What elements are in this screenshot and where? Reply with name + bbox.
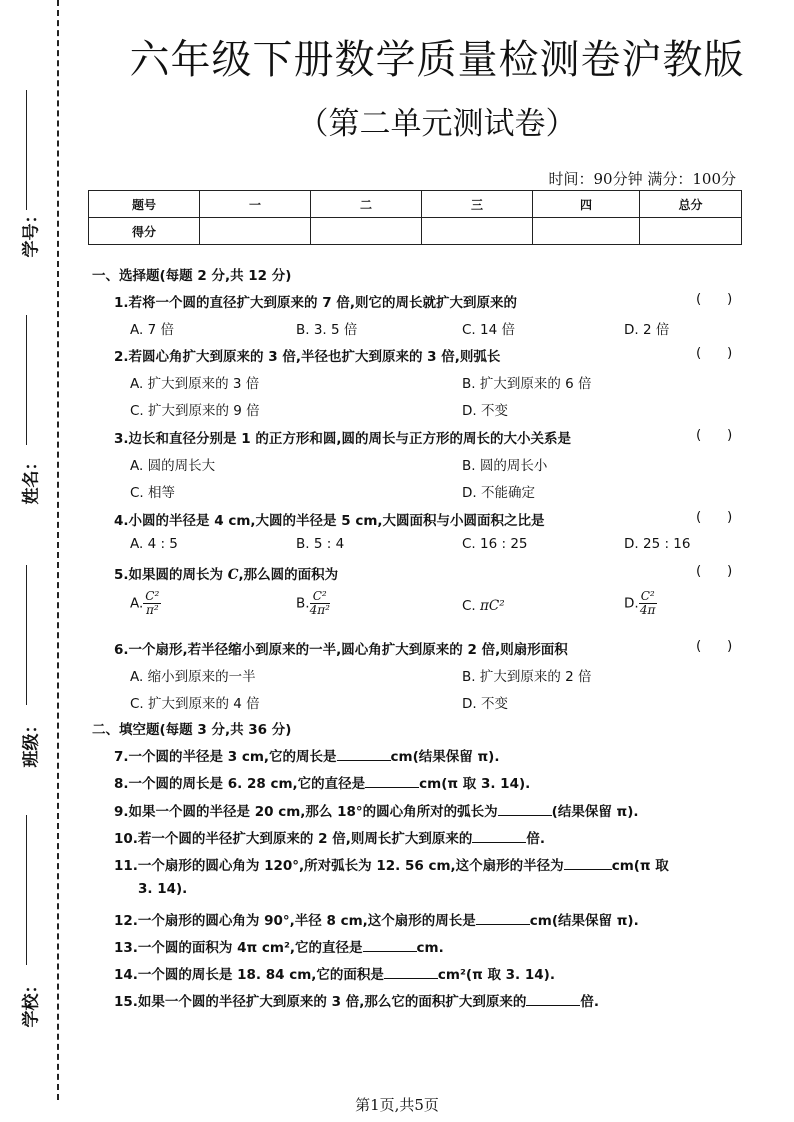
option-c[interactable]: C. 16 : 25	[462, 536, 528, 552]
score-cell[interactable]	[200, 218, 311, 245]
page-title: 六年级下册数学质量检测卷沪教版	[129, 37, 745, 83]
option-d[interactable]: D. 2 倍	[624, 322, 670, 338]
option-d[interactable]	[624, 590, 657, 617]
answer-blank[interactable]	[526, 993, 580, 1006]
fraction	[310, 590, 330, 617]
option-b[interactable]: B. 扩大到原来的 2 倍	[462, 669, 592, 685]
question-text: ,那么圆的面积为	[238, 567, 339, 583]
answer-paren[interactable]: ( )	[696, 291, 733, 307]
question-number: 4.	[114, 513, 129, 529]
question-text: cm(结果保留 π).	[529, 913, 639, 929]
option-d[interactable]: D. 不变	[462, 696, 508, 712]
question-text: 如果一个圆的半径是 20 cm,那么 18°的圆心角所对的弧长为	[128, 804, 498, 820]
school-line	[26, 815, 27, 965]
score-row-label: 得分	[89, 218, 200, 245]
question-text: 一个扇形的圆心角为 90°,半径 8 cm,这个扇形的周长是	[137, 913, 476, 929]
question-text: 一个扇形的圆心角为 120°,所对弧长为 12. 56 cm,这个扇形的半径为	[137, 858, 564, 874]
question-number: 12.	[114, 913, 138, 929]
name-label: 姓名：	[21, 453, 42, 505]
fraction	[143, 590, 161, 617]
score-cell[interactable]	[422, 218, 533, 245]
question-number: 11.	[114, 858, 138, 874]
option-b[interactable]: B. 扩大到原来的 6 倍	[462, 376, 592, 392]
question-number: 15.	[114, 994, 138, 1010]
question-number: 5.	[114, 567, 129, 583]
denominator: 4π	[639, 603, 656, 617]
answer-paren[interactable]: ( )	[696, 345, 733, 361]
score-cell[interactable]	[640, 218, 742, 245]
question-14	[114, 963, 555, 983]
question-text: cm²(π 取 3. 14).	[437, 967, 555, 983]
score-table	[88, 190, 742, 245]
question-text: 如果一个圆的半径扩大到原来的 3 倍,那么它的面积扩大到原来的	[137, 994, 527, 1010]
name-field[interactable]	[14, 315, 44, 505]
option-letter: C.	[462, 598, 476, 614]
student-id-line	[26, 90, 27, 210]
section-title-choice: 一、选择题(每题 2 分,共 12 分)	[92, 268, 292, 284]
option-expression: πC²	[480, 598, 505, 614]
option-a[interactable]: A. 缩小到原来的一半	[130, 669, 256, 685]
option-b[interactable]	[296, 590, 330, 617]
score-header-cell: 三	[422, 191, 533, 218]
question-text: 一个圆的面积为 4π cm²,它的直径是	[137, 940, 363, 956]
option-c[interactable]: C. 扩大到原来的 4 倍	[130, 696, 260, 712]
score-header-cell: 二	[311, 191, 422, 218]
question-number: 2.	[114, 349, 129, 365]
option-letter: D.	[624, 595, 639, 612]
question-text: 倍.	[580, 994, 599, 1010]
answer-paren[interactable]: ( )	[696, 563, 733, 579]
school-label: 学校：	[21, 976, 42, 1028]
question-8	[114, 772, 530, 792]
option-d[interactable]: D. 25 : 16	[624, 536, 691, 552]
option-letter: A.	[130, 595, 144, 612]
score-cell[interactable]	[311, 218, 422, 245]
answer-blank[interactable]	[363, 939, 417, 952]
question-3	[114, 427, 571, 447]
class-field[interactable]	[14, 565, 44, 770]
exam-meta: 时间：90分钟 满分：100分	[548, 170, 736, 188]
answer-paren[interactable]: ( )	[696, 509, 733, 525]
option-b[interactable]: B. 5 : 4	[296, 536, 345, 552]
school-field[interactable]	[14, 815, 44, 1035]
answer-blank[interactable]	[365, 775, 419, 788]
score-cell[interactable]	[533, 218, 640, 245]
question-text: 若将一个圆的直径扩大到原来的 7 倍,则它的周长就扩大到原来的	[128, 295, 517, 311]
question-11	[114, 854, 669, 874]
fraction	[639, 590, 657, 617]
page-subtitle: （第二单元测试卷）	[297, 106, 577, 142]
class-line	[26, 565, 27, 705]
option-b[interactable]: B. 3. 5 倍	[296, 322, 358, 338]
student-id-label: 学号：	[21, 206, 42, 258]
page-footer: 第1页,共5页	[355, 1096, 439, 1114]
question-2	[114, 345, 500, 365]
question-15	[114, 990, 599, 1010]
question-11-continued: 3. 14).	[138, 881, 188, 897]
option-c[interactable]: C. 扩大到原来的 9 倍	[130, 403, 260, 419]
question-number: 1.	[114, 295, 129, 311]
question-text: cm(结果保留 π).	[390, 749, 500, 765]
question-text: cm(π 取 3. 14).	[419, 776, 531, 792]
score-header-cell: 四	[533, 191, 640, 218]
answer-blank[interactable]	[337, 748, 391, 761]
question-text: 小圆的半径是 4 cm,大圆的半径是 5 cm,大圆面积与小圆面积之比是	[128, 513, 545, 529]
question-number: 10.	[114, 831, 138, 847]
answer-blank[interactable]	[472, 830, 526, 843]
cut-line	[57, 0, 59, 1100]
question-number: 3.	[114, 431, 129, 447]
option-b[interactable]: B. 圆的周长小	[462, 458, 548, 474]
question-12	[114, 909, 639, 929]
option-a[interactable]: A. 扩大到原来的 3 倍	[130, 376, 260, 392]
numerator: C²	[310, 590, 330, 604]
question-number: 14.	[114, 967, 138, 983]
question-text: cm(π 取	[611, 858, 669, 874]
option-a[interactable]	[130, 590, 161, 617]
question-6	[114, 638, 568, 658]
student-id-field[interactable]	[14, 90, 44, 270]
option-d[interactable]: D. 不能确定	[462, 485, 535, 501]
score-header-cell: 一	[200, 191, 311, 218]
numerator: C²	[145, 589, 160, 603]
answer-paren[interactable]: ( )	[696, 427, 733, 443]
option-a[interactable]: A. 圆的周长大	[130, 458, 216, 474]
class-label: 班级：	[21, 716, 42, 768]
answer-paren[interactable]: ( )	[696, 638, 733, 654]
option-letter: B.	[296, 595, 310, 612]
question-text: 若一个圆的半径扩大到原来的 2 倍,则周长扩大到原来的	[137, 831, 473, 847]
question-text: 一个圆的周长是 6. 28 cm,它的直径是	[128, 776, 366, 792]
denominator: 4π²	[309, 603, 330, 617]
question-text: 如果圆的周长为	[128, 567, 228, 583]
question-text: 倍.	[526, 831, 545, 847]
option-a[interactable]: A. 7 倍	[130, 322, 174, 338]
numerator: C²	[640, 589, 655, 603]
question-text: 一个圆的周长是 18. 84 cm,它的面积是	[137, 967, 384, 983]
answer-blank[interactable]	[476, 912, 530, 925]
question-number: 13.	[114, 940, 138, 956]
option-c[interactable]: C. 相等	[130, 485, 176, 501]
score-header-cell: 总分	[640, 191, 742, 218]
answer-blank[interactable]	[384, 966, 438, 979]
option-c[interactable]	[462, 598, 505, 614]
question-13	[114, 936, 444, 956]
name-line	[26, 315, 27, 445]
score-header-cell: 题号	[89, 191, 200, 218]
score-table-score-row	[89, 218, 742, 245]
score-table-header-row	[89, 191, 742, 218]
question-5	[114, 563, 338, 583]
question-text: 一个扇形,若半径缩小到原来的一半,圆心角扩大到原来的 2 倍,则扇形面积	[128, 642, 568, 658]
answer-blank[interactable]	[498, 803, 552, 816]
question-number: 6.	[114, 642, 129, 658]
option-d[interactable]: D. 不变	[462, 403, 508, 419]
question-text: cm.	[416, 940, 444, 956]
variable-c: C	[227, 567, 239, 583]
question-text: (结果保留 π).	[551, 804, 639, 820]
section-title-fill: 二、填空题(每题 3 分,共 36 分)	[92, 722, 292, 738]
question-number: 9.	[114, 804, 129, 820]
question-1	[114, 291, 517, 311]
option-c[interactable]: C. 14 倍	[462, 322, 515, 338]
question-10	[114, 827, 545, 847]
question-text: 边长和直径分别是 1 的正方形和圆,圆的周长与正方形的周长的大小关系是	[128, 431, 571, 447]
binding-margin	[0, 0, 70, 1122]
question-9	[114, 800, 639, 820]
question-text: 一个圆的半径是 3 cm,它的周长是	[128, 749, 337, 765]
question-number: 8.	[114, 776, 129, 792]
question-number: 7.	[114, 749, 129, 765]
question-4	[114, 509, 545, 529]
answer-blank[interactable]	[564, 857, 612, 870]
question-text: 若圆心角扩大到原来的 3 倍,半径也扩大到原来的 3 倍,则弧长	[128, 349, 501, 365]
question-7	[114, 745, 499, 765]
denominator: π²	[145, 603, 159, 617]
option-a[interactable]: A. 4 : 5	[130, 536, 178, 552]
